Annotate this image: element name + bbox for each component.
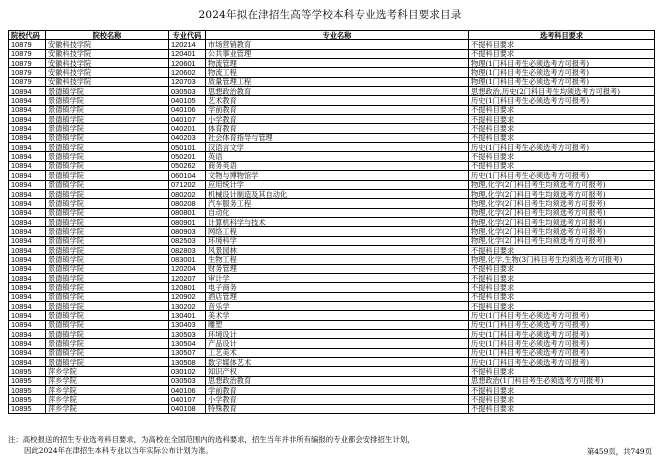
table-row	[9, 311, 655, 320]
subject-requirement-cell: 物理,化学(2门科目考生均须选考方可报考)	[469, 236, 655, 245]
school-code-cell: 10894	[9, 87, 46, 96]
subject-requirement-cell: 不提科目要求	[469, 124, 655, 133]
school-code-cell: 10894	[9, 96, 46, 105]
subject-requirement-cell: 物理,化学(2门科目考生均须选考方可报考)	[469, 199, 655, 208]
table-row	[9, 87, 655, 96]
major-name-cell: 数字媒体艺术	[206, 358, 469, 367]
school-code-cell: 10894	[9, 348, 46, 357]
table-row	[9, 133, 655, 142]
school-code-cell: 10894	[9, 301, 46, 310]
page-number: 第459页，共749页	[586, 447, 652, 456]
subject-requirement-cell: 物理,化学(2门科目考生均须选考方可报考)	[469, 208, 655, 217]
subject-requirement-cell: 不提科目要求	[469, 301, 655, 310]
school-code-cell: 10894	[9, 199, 46, 208]
table-row	[9, 227, 655, 236]
major-name-cell: 产品设计	[206, 339, 469, 348]
school-name-cell: 景德镇学院	[46, 161, 169, 170]
table-row	[9, 143, 655, 152]
major-code-cell: 030503	[169, 87, 206, 96]
school-name-cell: 萍乡学院	[46, 367, 169, 376]
school-code-cell: 10895	[9, 386, 46, 395]
major-code-cell: 130401	[169, 311, 206, 320]
table-row	[9, 217, 655, 226]
table-row	[9, 199, 655, 208]
subject-requirement-cell: 物理,化学(2门科目考生均须选考方可报考)	[469, 189, 655, 198]
subject-requirement-cell: 不提科目要求	[469, 161, 655, 170]
school-name-cell: 景德镇学院	[46, 217, 169, 226]
major-name-cell: 财务管理	[206, 264, 469, 273]
subject-requirement-cell: 不提科目要求	[469, 152, 655, 161]
table-row	[9, 339, 655, 348]
table-row	[9, 301, 655, 310]
school-name-cell: 景德镇学院	[46, 245, 169, 254]
major-name-cell: 知识产权	[206, 367, 469, 376]
school-code-cell: 10894	[9, 227, 46, 236]
school-code-cell: 10894	[9, 152, 46, 161]
school-name-cell: 景德镇学院	[46, 227, 169, 236]
school-name-cell: 景德镇学院	[46, 189, 169, 198]
school-code-cell: 10895	[9, 395, 46, 404]
school-name-cell: 景德镇学院	[46, 358, 169, 367]
school-name-cell: 景德镇学院	[46, 301, 169, 310]
school-code-cell: 10894	[9, 180, 46, 189]
major-name-cell: 物流工程	[206, 68, 469, 77]
school-name-cell: 景德镇学院	[46, 255, 169, 264]
major-name-cell: 英语	[206, 152, 469, 161]
major-code-cell: 040105	[169, 96, 206, 105]
major-name-cell: 学前教育	[206, 105, 469, 114]
major-code-cell: 080202	[169, 189, 206, 198]
school-code-cell: 10894	[9, 255, 46, 264]
table-row	[9, 386, 655, 395]
major-code-cell: 080208	[169, 199, 206, 208]
major-name-cell: 生物工程	[206, 255, 469, 264]
major-name-cell: 商务英语	[206, 161, 469, 170]
major-name-cell: 电子商务	[206, 283, 469, 292]
school-code-cell: 10894	[9, 358, 46, 367]
table-row	[9, 105, 655, 114]
subject-requirement-cell: 不提科目要求	[469, 40, 655, 49]
school-code-cell: 10879	[9, 40, 46, 49]
header-school-name: 院校名称	[46, 31, 169, 40]
major-code-cell: 083001	[169, 255, 206, 264]
table-row	[9, 96, 655, 105]
table-row	[9, 264, 655, 273]
school-code-cell: 10894	[9, 330, 46, 339]
subject-requirement-cell: 不提科目要求	[469, 386, 655, 395]
subject-requirements-table	[8, 30, 655, 414]
table-row	[9, 152, 655, 161]
subject-requirement-cell: 不提科目要求	[469, 273, 655, 282]
footnote-line-2: 因此2024年在津招生本科专业以当年实际公布计划为准。	[24, 446, 213, 455]
subject-requirement-cell: 历史(1门科目考生必须选考方可报考)	[469, 320, 655, 329]
major-code-cell: 120601	[169, 59, 206, 68]
major-name-cell: 文物与博物馆学	[206, 171, 469, 180]
major-name-cell: 音乐学	[206, 301, 469, 310]
school-name-cell: 萍乡学院	[46, 395, 169, 404]
table-row	[9, 395, 655, 404]
table-row	[9, 208, 655, 217]
major-name-cell: 市场营销教育	[206, 40, 469, 49]
major-name-cell: 物流管理	[206, 59, 469, 68]
major-code-cell: 050262	[169, 161, 206, 170]
major-name-cell: 特殊教育	[206, 404, 469, 413]
school-code-cell: 10894	[9, 320, 46, 329]
table-row	[9, 348, 655, 357]
major-name-cell: 环境设计	[206, 330, 469, 339]
school-name-cell: 萍乡学院	[46, 386, 169, 395]
school-name-cell: 景德镇学院	[46, 330, 169, 339]
subject-requirement-cell: 不提科目要求	[469, 264, 655, 273]
school-code-cell: 10894	[9, 292, 46, 301]
subject-requirement-cell: 历史(1门科目考生必须选考方可报考)	[469, 358, 655, 367]
school-code-cell: 10894	[9, 189, 46, 198]
major-code-cell: 120204	[169, 264, 206, 273]
major-code-cell: 130403	[169, 320, 206, 329]
header-subject-requirement: 选考科目要求	[469, 31, 655, 40]
table-row	[9, 404, 655, 413]
table-row	[9, 171, 655, 180]
page-title: 2024年拟在津招生高等学校本科专业选考科目要求目录	[198, 9, 462, 21]
subject-requirement-cell: 历史(1门科目考生必须选考方可报考)	[469, 339, 655, 348]
major-name-cell: 汽车服务工程	[206, 199, 469, 208]
subject-requirement-cell: 历史(1门科目考生必须选考方可报考)	[469, 348, 655, 357]
major-code-cell: 082803	[169, 245, 206, 254]
school-name-cell: 景德镇学院	[46, 283, 169, 292]
major-code-cell: 040106	[169, 386, 206, 395]
major-code-cell: 050101	[169, 143, 206, 152]
school-code-cell: 10894	[9, 208, 46, 217]
school-code-cell: 10894	[9, 245, 46, 254]
subject-requirement-cell: 历史(1门科目考生必须选考方可报考)	[469, 96, 655, 105]
major-name-cell: 思想政治教育	[206, 87, 469, 96]
school-name-cell: 景德镇学院	[46, 180, 169, 189]
footnote	[8, 434, 568, 456]
subject-requirement-cell: 思想政治,历史(2门科目考生均须选考方可报考)	[469, 87, 655, 96]
subject-requirement-cell: 不提科目要求	[469, 49, 655, 58]
school-name-cell: 景德镇学院	[46, 124, 169, 133]
major-code-cell: 040201	[169, 124, 206, 133]
school-code-cell: 10895	[9, 376, 46, 385]
table-row	[9, 255, 655, 264]
school-name-cell: 景德镇学院	[46, 236, 169, 245]
major-code-cell: 040108	[169, 404, 206, 413]
subject-requirement-cell: 历史(1门科目考生必须选考方可报考)	[469, 311, 655, 320]
school-code-cell: 10879	[9, 68, 46, 77]
table-row	[9, 40, 655, 49]
major-name-cell: 社会体育指导与管理	[206, 133, 469, 142]
school-name-cell: 景德镇学院	[46, 339, 169, 348]
major-name-cell: 应用统计学	[206, 180, 469, 189]
major-name-cell: 小学教育	[206, 395, 469, 404]
school-name-cell: 景德镇学院	[46, 96, 169, 105]
school-code-cell: 10894	[9, 161, 46, 170]
major-name-cell: 风景园林	[206, 245, 469, 254]
school-name-cell: 景德镇学院	[46, 143, 169, 152]
school-name-cell: 安徽科技学院	[46, 49, 169, 58]
major-code-cell: 120602	[169, 68, 206, 77]
subject-requirement-cell: 不提科目要求	[469, 283, 655, 292]
table-row	[9, 283, 655, 292]
subject-requirement-cell: 不提科目要求	[469, 245, 655, 254]
school-name-cell: 景德镇学院	[46, 105, 169, 114]
major-code-cell: 130507	[169, 348, 206, 357]
school-name-cell: 景德镇学院	[46, 208, 169, 217]
table-row	[9, 330, 655, 339]
school-name-cell: 景德镇学院	[46, 152, 169, 161]
major-code-cell: 071202	[169, 180, 206, 189]
major-name-cell: 思想政治教育	[206, 376, 469, 385]
header-school-code: 院校代码	[9, 31, 46, 40]
school-code-cell: 10894	[9, 283, 46, 292]
school-name-cell: 景德镇学院	[46, 133, 169, 142]
school-name-cell: 景德镇学院	[46, 115, 169, 124]
subject-requirement-cell: 物理,化学(2门科目考生均须选考方可报考)	[469, 227, 655, 236]
major-code-cell: 120214	[169, 40, 206, 49]
major-name-cell: 酒店管理	[206, 292, 469, 301]
major-name-cell: 体育教育	[206, 124, 469, 133]
footnote-line-1: 注：高校报送的招生专业选考科目要求，为高校在全国范围内的选科要求，招生当年并非所有编报的专业都会安排招生计划，	[8, 435, 415, 444]
subject-requirement-cell: 历史(1门科目考生必须选考方可报考)	[469, 171, 655, 180]
school-name-cell: 景德镇学院	[46, 320, 169, 329]
major-code-cell: 130508	[169, 358, 206, 367]
major-code-cell: 040107	[169, 115, 206, 124]
major-name-cell: 质量管理工程	[206, 77, 469, 86]
major-code-cell: 120801	[169, 283, 206, 292]
subject-requirement-cell: 不提科目要求	[469, 105, 655, 114]
major-code-cell: 120207	[169, 273, 206, 282]
table-row	[9, 189, 655, 198]
subject-requirement-cell: 不提科目要求	[469, 395, 655, 404]
subject-requirement-cell: 不提科目要求	[469, 115, 655, 124]
major-name-cell: 网络工程	[206, 227, 469, 236]
school-name-cell: 安徽科技学院	[46, 59, 169, 68]
subject-requirement-cell: 不提科目要求	[469, 133, 655, 142]
school-name-cell: 萍乡学院	[46, 376, 169, 385]
major-code-cell: 130504	[169, 339, 206, 348]
major-name-cell: 小学教育	[206, 115, 469, 124]
school-name-cell: 景德镇学院	[46, 199, 169, 208]
subject-requirement-cell: 不提科目要求	[469, 292, 655, 301]
subject-requirement-cell: 历史(1门科目考生必须选考方可报考)	[469, 143, 655, 152]
subject-requirement-cell: 历史(1门科目考生必须选考方可报考)	[469, 330, 655, 339]
major-code-cell: 120401	[169, 49, 206, 58]
major-code-cell: 030102	[169, 367, 206, 376]
header-major-name: 专业名称	[206, 31, 469, 40]
school-name-cell: 景德镇学院	[46, 348, 169, 357]
school-code-cell: 10894	[9, 105, 46, 114]
major-name-cell: 工艺美术	[206, 348, 469, 357]
major-name-cell: 环境科学	[206, 236, 469, 245]
school-code-cell: 10894	[9, 217, 46, 226]
school-code-cell: 10894	[9, 171, 46, 180]
major-name-cell: 美术学	[206, 311, 469, 320]
major-code-cell: 040203	[169, 133, 206, 142]
table-row	[9, 49, 655, 58]
school-code-cell: 10894	[9, 236, 46, 245]
major-code-cell: 050201	[169, 152, 206, 161]
major-name-cell: 公共事业管理	[206, 49, 469, 58]
subject-requirement-cell: 不提科目要求	[469, 367, 655, 376]
school-code-cell: 10894	[9, 124, 46, 133]
table-row	[9, 124, 655, 133]
major-name-cell: 汉语言文学	[206, 143, 469, 152]
major-name-cell: 学前教育	[206, 386, 469, 395]
subject-requirement-cell: 不提科目要求	[469, 404, 655, 413]
school-name-cell: 景德镇学院	[46, 264, 169, 273]
table-row	[9, 115, 655, 124]
school-code-cell: 10894	[9, 273, 46, 282]
table-row	[9, 292, 655, 301]
table-row	[9, 59, 655, 68]
subject-requirement-cell: 物理(1门科目考生必须选考方可报考)	[469, 59, 655, 68]
major-code-cell: 082503	[169, 236, 206, 245]
major-code-cell: 130202	[169, 301, 206, 310]
subject-requirement-cell: 思想政治(1门科目考生必须选考方可报考)	[469, 376, 655, 385]
subject-requirement-cell: 物理,化学,生物(3门科目考生均须选考方可报考)	[469, 255, 655, 264]
table-row	[9, 273, 655, 282]
major-code-cell: 030503	[169, 376, 206, 385]
school-name-cell: 景德镇学院	[46, 273, 169, 282]
major-name-cell: 计算机科学与技术	[206, 217, 469, 226]
major-code-cell: 130503	[169, 330, 206, 339]
subject-requirement-cell: 物理,化学(2门科目考生均须选考方可报考)	[469, 180, 655, 189]
school-code-cell: 10895	[9, 367, 46, 376]
table-row	[9, 236, 655, 245]
header-major-code: 专业代码	[169, 31, 206, 40]
school-name-cell: 景德镇学院	[46, 87, 169, 96]
school-code-cell: 10879	[9, 49, 46, 58]
table-row	[9, 68, 655, 77]
school-code-cell: 10894	[9, 264, 46, 273]
school-code-cell: 10894	[9, 339, 46, 348]
subject-requirement-cell: 物理(1门科目考生必须选考方可报考)	[469, 68, 655, 77]
major-code-cell: 120902	[169, 292, 206, 301]
school-code-cell: 10894	[9, 311, 46, 320]
major-code-cell: 080801	[169, 208, 206, 217]
major-code-cell: 060104	[169, 171, 206, 180]
subject-requirement-cell: 物理,化学(2门科目考生均须选考方可报考)	[469, 217, 655, 226]
school-name-cell: 安徽科技学院	[46, 40, 169, 49]
table-row	[9, 161, 655, 170]
school-name-cell: 安徽科技学院	[46, 68, 169, 77]
school-code-cell: 10879	[9, 59, 46, 68]
major-code-cell: 040107	[169, 395, 206, 404]
school-code-cell: 10894	[9, 115, 46, 124]
major-code-cell: 080901	[169, 217, 206, 226]
table-row	[9, 245, 655, 254]
table-row	[9, 358, 655, 367]
major-code-cell: 040106	[169, 105, 206, 114]
subject-requirement-cell: 物理(1门科目考生必须选考方可报考)	[469, 77, 655, 86]
major-code-cell: 080903	[169, 227, 206, 236]
school-name-cell: 景德镇学院	[46, 171, 169, 180]
table-row	[9, 367, 655, 376]
major-name-cell: 审计学	[206, 273, 469, 282]
major-name-cell: 艺术教育	[206, 96, 469, 105]
school-code-cell: 10894	[9, 133, 46, 142]
school-name-cell: 景德镇学院	[46, 311, 169, 320]
table-row	[9, 320, 655, 329]
school-code-cell: 10895	[9, 404, 46, 413]
major-code-cell: 120703	[169, 77, 206, 86]
table-row	[9, 180, 655, 189]
major-name-cell: 自动化	[206, 208, 469, 217]
table-row	[9, 376, 655, 385]
major-name-cell: 雕塑	[206, 320, 469, 329]
table-row	[9, 77, 655, 86]
school-name-cell: 萍乡学院	[46, 404, 169, 413]
school-name-cell: 安徽科技学院	[46, 77, 169, 86]
school-code-cell: 10879	[9, 77, 46, 86]
school-name-cell: 景德镇学院	[46, 292, 169, 301]
table-header-row	[9, 31, 655, 40]
major-name-cell: 机械设计制造及其自动化	[206, 189, 469, 198]
table-body	[9, 40, 655, 414]
school-code-cell: 10894	[9, 143, 46, 152]
